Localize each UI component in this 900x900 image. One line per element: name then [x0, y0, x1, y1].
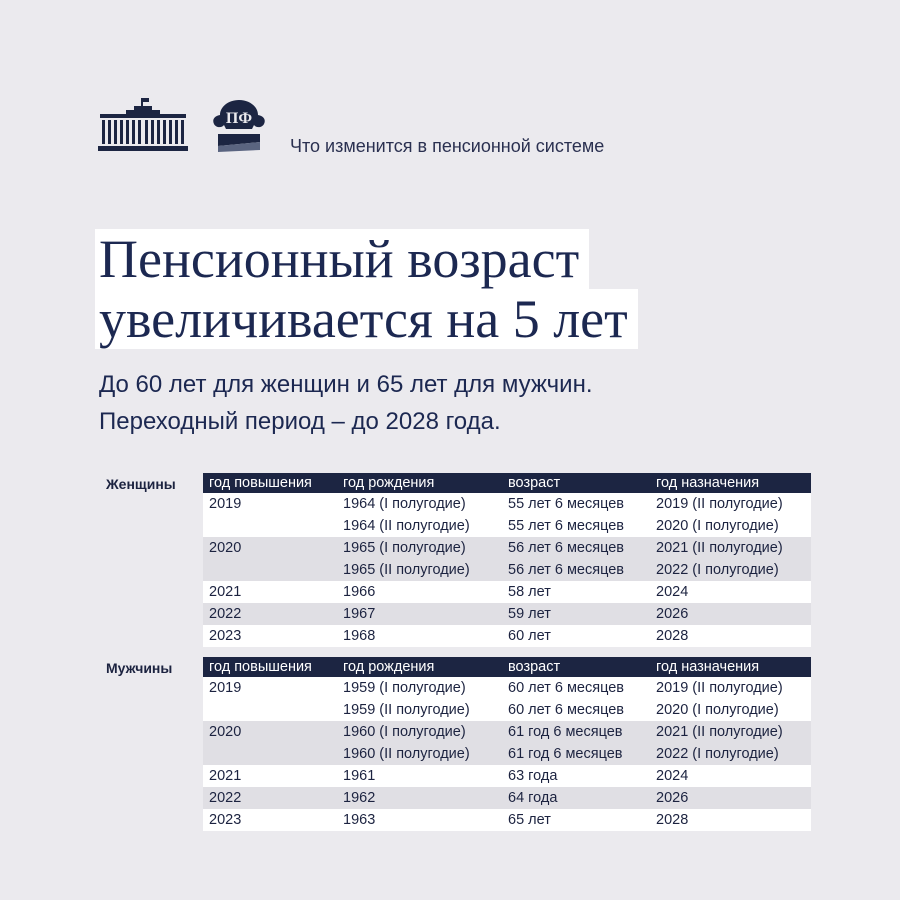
table-cell: 55 лет 6 месяцев — [508, 518, 625, 534]
column-header: возраст — [508, 475, 561, 491]
table-cell: 2022 — [209, 606, 242, 622]
column-header: год назначения — [656, 659, 760, 675]
table-cell: 2020 — [209, 724, 242, 740]
table-cell: 61 год 6 месяцев — [508, 746, 623, 762]
women-label: Женщины — [106, 476, 176, 492]
table-cell: 2021 (II полугодие) — [656, 724, 783, 740]
table-cell: 2019 — [209, 680, 242, 696]
table-cell: 58 лет — [508, 584, 551, 600]
table-cell: 2028 — [656, 812, 689, 828]
table-cell: 1968 — [343, 628, 376, 644]
table-cell: 1964 (I полугодие) — [343, 496, 466, 512]
table-cell: 2026 — [656, 606, 689, 622]
column-header: год рождения — [343, 659, 435, 675]
table-row — [203, 699, 811, 721]
table-cell: 2023 — [209, 812, 242, 828]
table-cell: 1959 (I полугодие) — [343, 680, 466, 696]
table-row — [203, 721, 811, 743]
table-cell: 56 лет 6 месяцев — [508, 540, 625, 556]
table-cell: 2021 (II полугодие) — [656, 540, 783, 556]
pfr-logo — [210, 98, 268, 154]
subtitle-line-1: До 60 лет для женщин и 65 лет для мужчин. — [99, 371, 593, 398]
table-cell: 65 лет — [508, 812, 551, 828]
table-row — [203, 603, 811, 625]
table-header — [203, 473, 811, 493]
table-cell: 2019 (II полугодие) — [656, 496, 783, 512]
table-cell: 2024 — [656, 584, 689, 600]
table-row — [203, 765, 811, 787]
table-cell: 2028 — [656, 628, 689, 644]
table-cell: 2022 (I полугодие) — [656, 746, 779, 762]
men-table — [203, 657, 811, 831]
table-row — [203, 743, 811, 765]
table-cell: 64 года — [508, 790, 558, 806]
column-header: год рождения — [343, 475, 435, 491]
table-cell: 1966 — [343, 584, 376, 600]
table-cell: 61 год 6 месяцев — [508, 724, 623, 740]
page-title-line-2: увеличивается на 5 лет — [95, 289, 638, 349]
table-cell: 2021 — [209, 768, 242, 784]
table-cell: 1962 — [343, 790, 376, 806]
table-cell: 60 лет — [508, 628, 551, 644]
table-cell: 2022 (I полугодие) — [656, 562, 779, 578]
header — [98, 96, 858, 160]
table-row — [203, 625, 811, 647]
table-cell: 2021 — [209, 584, 242, 600]
table-cell: 55 лет 6 месяцев — [508, 496, 625, 512]
svg-text:ПФ: ПФ — [225, 110, 253, 127]
table-row — [203, 581, 811, 603]
table-cell: 2019 — [209, 496, 242, 512]
table-cell: 1967 — [343, 606, 376, 622]
government-building-logo — [98, 96, 188, 152]
column-header: год повышения — [209, 475, 312, 491]
table-cell: 2019 (II полугодие) — [656, 680, 783, 696]
table-row — [203, 537, 811, 559]
subtitle-line-2: Переходный период – до 2028 года. — [99, 408, 501, 435]
table-cell: 59 лет — [508, 606, 551, 622]
table-cell: 2023 — [209, 628, 242, 644]
women-table — [203, 473, 811, 647]
table-cell: 1959 (II полугодие) — [343, 702, 470, 718]
table-cell: 60 лет 6 месяцев — [508, 702, 625, 718]
table-cell: 60 лет 6 месяцев — [508, 680, 625, 696]
table-row — [203, 787, 811, 809]
table-row — [203, 809, 811, 831]
table-cell: 1960 (II полугодие) — [343, 746, 470, 762]
table-cell: 56 лет 6 месяцев — [508, 562, 625, 578]
table-cell: 2020 — [209, 540, 242, 556]
table-cell: 1963 — [343, 812, 376, 828]
column-header: год назначения — [656, 475, 760, 491]
table-row — [203, 677, 811, 699]
table-row — [203, 559, 811, 581]
table-cell: 2020 (I полугодие) — [656, 518, 779, 534]
table-row — [203, 493, 811, 515]
table-cell: 1960 (I полугодие) — [343, 724, 466, 740]
table-header — [203, 657, 811, 677]
table-cell: 63 года — [508, 768, 558, 784]
men-label: Мужчины — [106, 660, 173, 676]
table-cell: 1965 (II полугодие) — [343, 562, 470, 578]
header-tagline: Что изменится в пенсионной системе — [290, 136, 605, 156]
table-cell: 2022 — [209, 790, 242, 806]
table-cell: 1961 — [343, 768, 376, 784]
table-cell: 2024 — [656, 768, 689, 784]
table-cell: 2026 — [656, 790, 689, 806]
page-title-line-1: Пенсионный возраст — [95, 229, 589, 289]
table-cell: 1964 (II полугодие) — [343, 518, 470, 534]
table-cell: 1965 (I полугодие) — [343, 540, 466, 556]
table-row — [203, 515, 811, 537]
column-header: год повышения — [209, 659, 312, 675]
table-cell: 2020 (I полугодие) — [656, 702, 779, 718]
column-header: возраст — [508, 659, 561, 675]
